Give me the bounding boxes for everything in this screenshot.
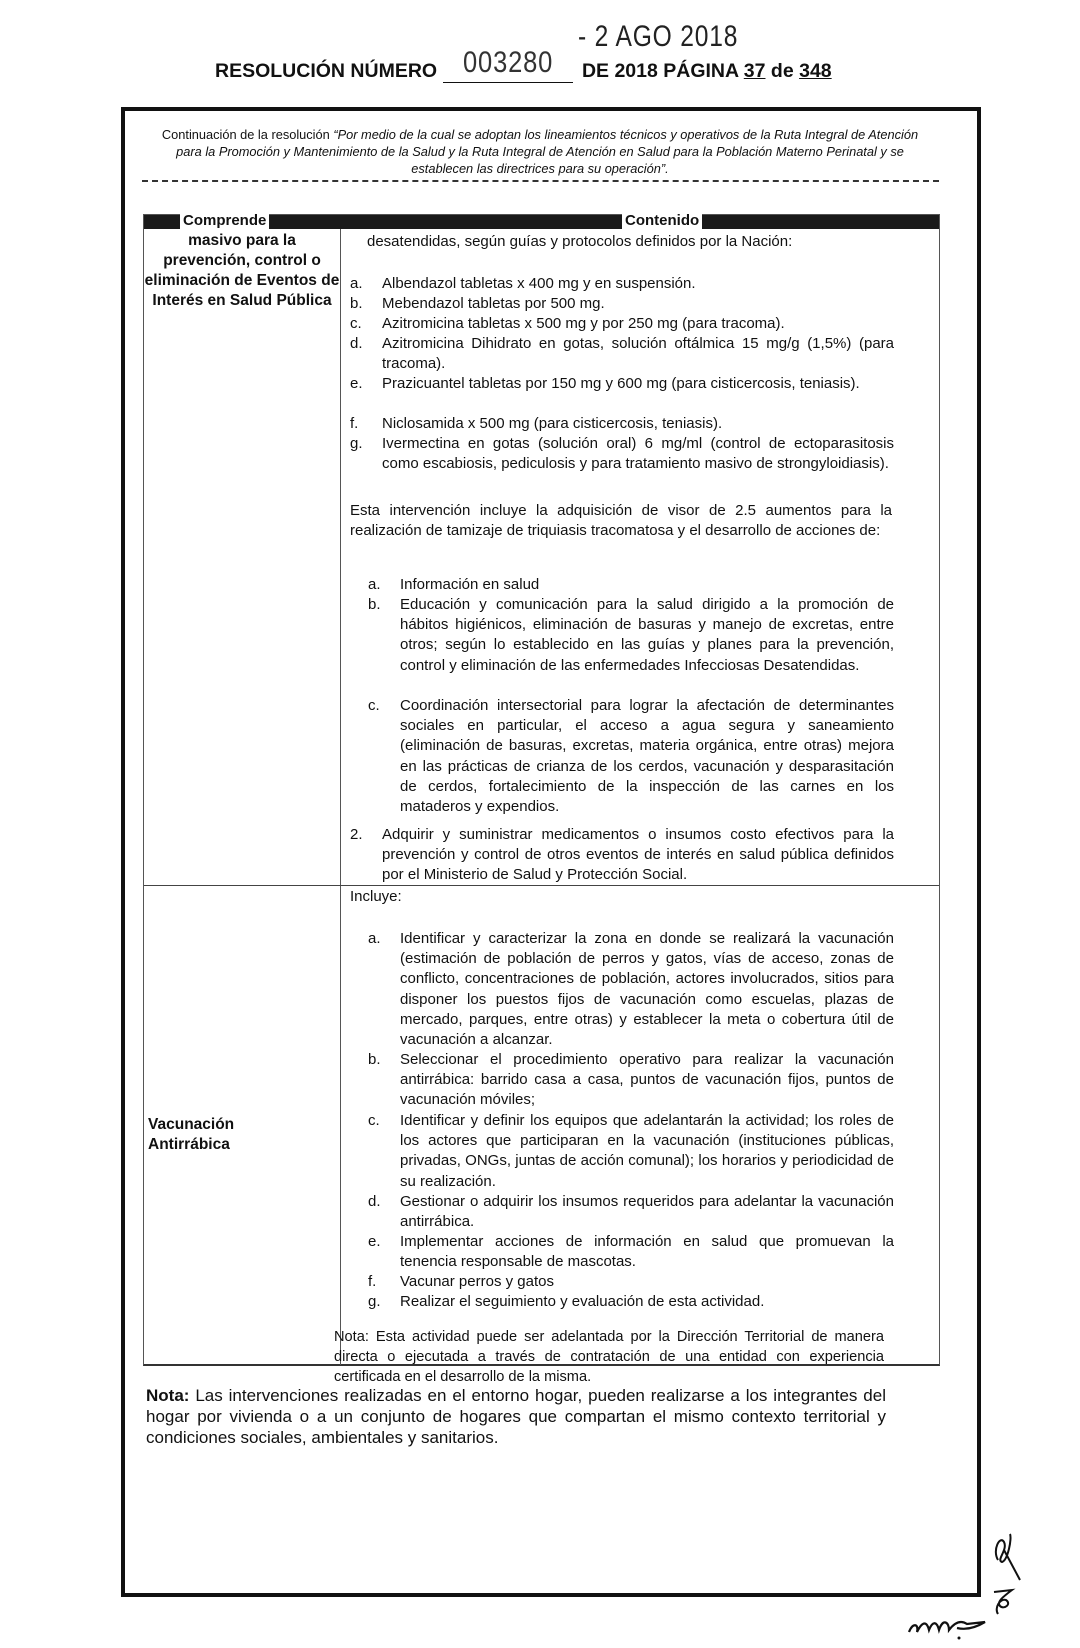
item-text: Adquirir y suministrar medicamentos o insumos costo efectivos para la prevención y control de otros eventos de interés en salud pública definidos por el Ministerio de Salud y Protección Social.: [382, 826, 894, 884]
final-note-text: Las intervenciones realizadas en el entorno hogar, pueden realizarse a los integrantes del hogar por vivienda o a un conjunto de hogares que compartan el mismo contexto territorial y condiciones sociales, ambientales y sanitarios.: [146, 1386, 886, 1447]
item-label: a.: [368, 930, 381, 947]
item-label: e.: [368, 1233, 381, 1250]
item-label: e.: [350, 375, 363, 392]
item-label: b.: [368, 1051, 381, 1068]
item-label: c.: [368, 697, 380, 714]
table-header: [144, 212, 939, 229]
item-label: d.: [368, 1193, 381, 1210]
item-text: Albendazol tabletas x 400 mg y en suspensión.: [382, 275, 696, 292]
item-text: Gestionar o adquirir los insumos requeridos para adelantar la vacunación antirrábica.: [400, 1193, 894, 1231]
item-text: Niclosamida x 500 mg (para cisticercosis, teniasis).: [382, 415, 723, 432]
item-label: d.: [350, 335, 363, 352]
item-label: a.: [350, 275, 363, 292]
item-label: g.: [368, 1293, 381, 1310]
page-separator: de: [770, 60, 794, 82]
final-note: [146, 1385, 886, 1448]
item-text: Coordinación intersectorial para lograr la afectación de determinantes sociales en particular, el acceso a agua segura y saneamiento (eliminación de basuras, excretas, materia orgánica, entre otras) mejora en las prácticas de crianza de los cerdos, vacunación y desparasitación de cerdos, fortalecimiento de la inspección de las carnes en los mataderos y expendios.: [400, 697, 894, 816]
item-label: f.: [350, 415, 359, 432]
item-label: b.: [350, 295, 363, 312]
item-text: Educación y comunicación para la salud dirigido a la promoción de hábitos higiénicos, eliminación de basuras y manejo de excretas, entre otros; según lo establecido en las guías y planes para la prevención, control y eliminación de las enfermedades Infecciosas Desatendidas.: [400, 596, 894, 674]
item-label: c.: [350, 315, 362, 332]
item-label: a.: [368, 576, 381, 593]
continuation-note: [152, 126, 928, 177]
resolution-number-field: [443, 46, 573, 83]
item-label: f.: [368, 1273, 377, 1290]
row1-comprende: masivo para la prevención, control o eliminación de Eventos de Interés en Salud Pública: [144, 232, 340, 309]
continuation-lead: Continuación de la resolución: [161, 127, 334, 142]
row2-comprende: Vacunación Antirrábica: [148, 1116, 235, 1153]
dashed-divider: [142, 180, 939, 182]
item-label: c.: [368, 1112, 380, 1129]
item-text: Vacunar perros y gatos: [400, 1273, 554, 1290]
item-label: g.: [350, 435, 363, 452]
item-text: Identificar y caracterizar la zona en donde se realizará la vacunación (estimación de población de perros y gatos, vías de acceso, zonas de conflicto, concentraciones de población, actores involucrados, sitios para disponer los puestos fijos de vacunación como escuelas, plazas de mercado, parques, entre otras) y establecer la meta o cobertura útil de vacunación a alcanzar.: [400, 930, 894, 1049]
item-text: Implementar acciones de información en salud que promuevan la tenencia responsable de mascotas.: [400, 1233, 894, 1271]
date-stamp: - 2 AGO 2018: [578, 20, 739, 53]
item-text: Información en salud: [400, 576, 540, 593]
item-text: Mebendazol tabletas por 500 mg.: [382, 295, 605, 312]
item-text: Azitromicina Dihidrato en gotas, solución oftálmica 15 mg/g (1,5%) (para tracoma).: [382, 335, 894, 373]
handwritten-initials-icon: [990, 1530, 1030, 1590]
item-label: 2.: [350, 826, 363, 843]
item-text: Seleccionar el procedimiento operativo para realizar la vacunación antirrábica: barrido casa a casa, puntos de vacunación fijos, puntos de vacunación móviles;: [400, 1051, 894, 1109]
page-number: 37: [743, 60, 766, 82]
resolution-title-prefix: RESOLUCIÓN NÚMERO: [215, 60, 438, 82]
column-divider: [340, 229, 341, 1365]
visor-paragraph: Esta intervención incluye la adquisición de visor de 2.5 aumentos para la realización de tamizaje de triquiasis tracomatosa y el desarrollo de acciones de:: [350, 502, 892, 539]
item-text: Ivermectina en gotas (solución oral) 6 mg/ml (control de ectoparasitosis como escabiosis, pediculosis y para tratamiento masivo de strongyloidiasis).: [382, 435, 894, 473]
page-total: 348: [799, 60, 832, 82]
final-note-label: Nota:: [146, 1386, 190, 1405]
row2-note: Nota: Esta actividad puede ser adelantada por la Dirección Territorial de manera directa o ejecutada a través de contratación de una entidad con experiencia certificada en el desarrollo de la misma.: [334, 1329, 884, 1385]
item-text: Azitromicina tabletas x 500 mg y por 250 mg (para tracoma).: [382, 315, 785, 332]
resolution-number-stamp: 003280: [462, 46, 553, 79]
resolution-header: [215, 46, 832, 83]
resolution-title-middle: DE 2018 PÁGINA: [581, 60, 739, 82]
item-label: b.: [368, 596, 381, 613]
row1-intro: desatendidas, según guías y protocolos definidos por la Nación:: [367, 233, 793, 250]
handwritten-signature-icon: [905, 1610, 995, 1640]
item-text: Identificar y definir los equipos que adelantarán la actividad; los roles de los actores que participaran en la vacunación (instituciones públicas, privadas, ONGs, juntas de acción comunal); los horarios y periodicidad de su realización.: [400, 1112, 894, 1190]
header-comprende: Comprende: [180, 213, 269, 229]
continuation-quote: “Por medio de la cual se adoptan los lineamientos técnicos y operativos de la Ruta Integral de Atención para la Promoción y Mantenimiento de la Salud y la Ruta Integral de Atención en Salud para la Población Materno Perinatal y se establecen las directrices para su operación”.: [176, 127, 919, 176]
item-text: Prazicuantel tabletas por 150 mg y 600 mg (para cisticercosis, teniasis).: [382, 375, 860, 392]
content-table: [143, 212, 940, 1385]
row2-intro: Incluye:: [350, 888, 402, 905]
item-text: Realizar el seguimiento y evaluación de esta actividad.: [400, 1293, 765, 1310]
header-contenido: Contenido: [622, 213, 702, 229]
